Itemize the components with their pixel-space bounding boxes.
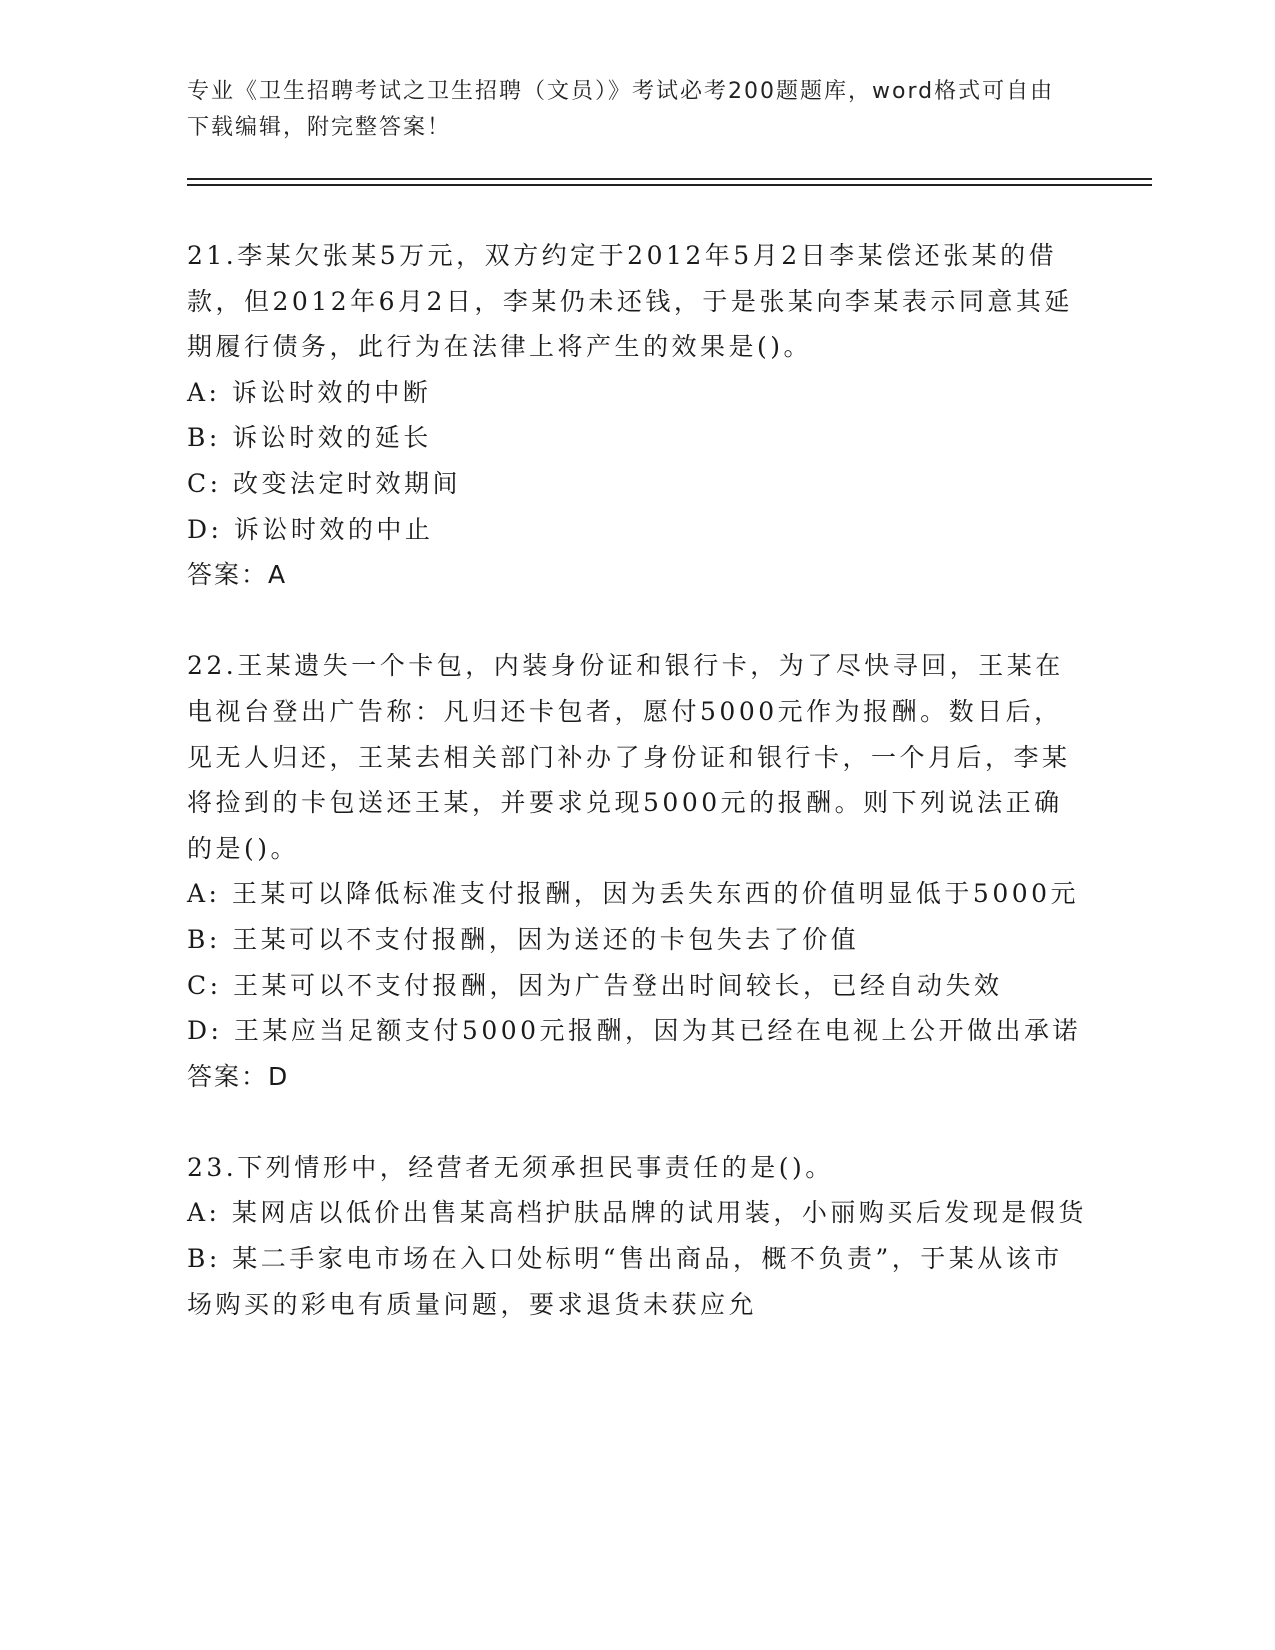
answer-line: 答案：D [187,1061,290,1091]
option-b: B: 王某可以不支付报酬，因为送还的卡包失去了价值 [187,924,860,954]
question-21 [187,233,1087,598]
question-spacer [187,598,1087,644]
answer-line: 答案：A [187,560,288,590]
option-a: A: 某网店以低价出售某高档护肤品牌的试用装，小丽购买后发现是假货 [187,1198,1087,1228]
option-d: D: 王某应当足额支付5000元报酬，因为其已经在电视上公开做出承诺 [187,1016,1082,1046]
header-divider-bottom [187,184,1152,186]
option-b: B: 某二手家电市场在入口处标明“售出商品，概不负责”，于某从该市场购买的彩电有质量问题，要求退货未获应允 [187,1244,1063,1319]
question-list [187,233,1087,1327]
option-c: C: 改变法定时效期间 [187,468,461,498]
question-stem: 21.李某欠张某5万元，双方约定于2012年5月2日李某偿还张某的借款，但2012年6月2日，李某仍未还钱，于是张某向李某表示同意其延期履行债务，此行为在法律上将产生的效果是()。 [187,241,1073,362]
document-header: 专业《卫生招聘考试之卫生招聘（文员）》考试必考200题题库，word格式可自由下载编辑，附完整答案！ [187,79,1055,140]
question-spacer [187,1099,1087,1145]
option-d: D: 诉讼时效的中止 [187,514,434,544]
option-a: A: 王某可以降低标准支付报酬，因为丢失东西的价值明显低于5000元 [187,879,1080,909]
option-c: C: 王某可以不支付报酬，因为广告登出时间较长，已经自动失效 [187,970,1003,1000]
question-stem: 22.王某遗失一个卡包，内装身份证和银行卡，为了尽快寻回，王某在电视台登出广告称：凡归还卡包者，愿付5000元作为报酬。数日后，见无人归还，王某去相关部门补办了身份证和银行卡，一个月后，李某将捡到的卡包送还王某，并要求兑现5000元的报酬。则下列说法正确的是()。 [187,651,1071,863]
question-22 [187,643,1087,1099]
option-a: A: 诉讼时效的中断 [187,377,432,407]
question-stem: 23.下列情形中，经营者无须承担民事责任的是()。 [187,1152,834,1182]
question-23 [187,1145,1087,1327]
header-divider-top [187,178,1152,180]
option-b: B: 诉讼时效的延长 [187,423,432,453]
